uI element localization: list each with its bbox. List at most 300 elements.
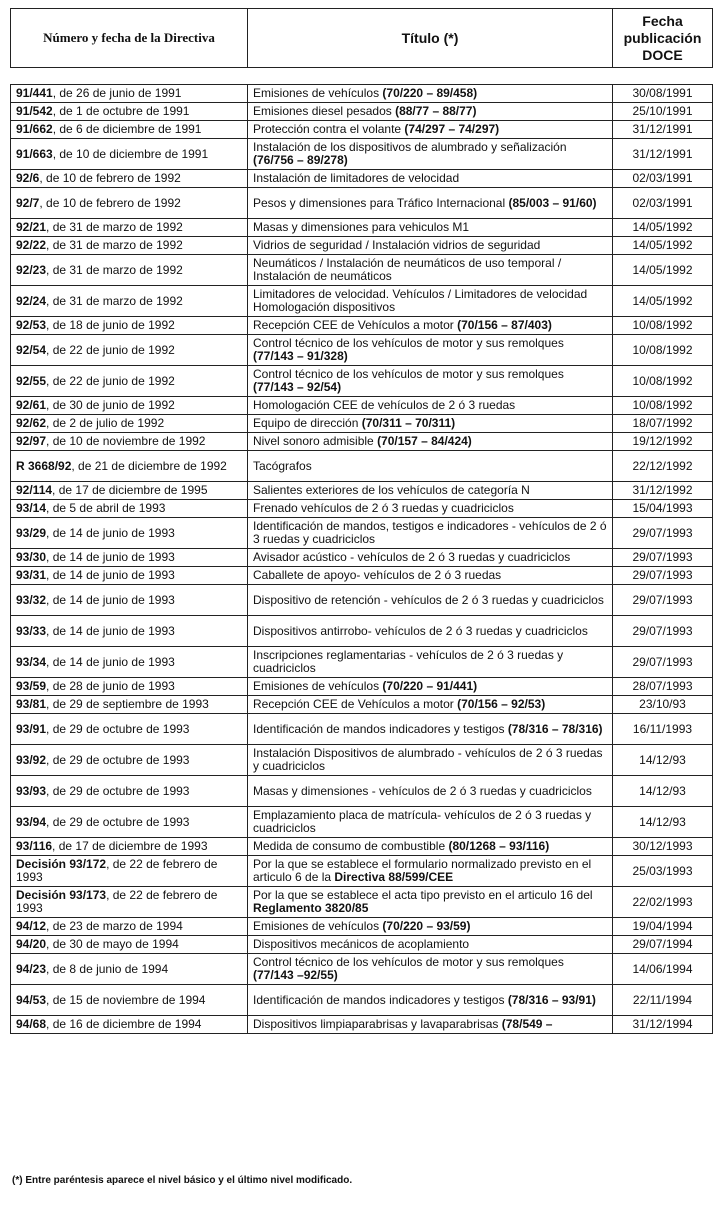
title-reference: (70/156 – 92/53) (457, 697, 546, 711)
table-row (11, 415, 713, 433)
title-reference: (77/143 –92/55) (253, 968, 338, 982)
title-text: Tacógrafos (253, 458, 312, 473)
directive-date: , de 10 de noviembre de 1992 (46, 434, 206, 448)
directive-cell (11, 714, 248, 745)
directive-cell (11, 678, 248, 696)
directive-number: 92/23 (16, 262, 47, 277)
title-reference: (85/003 – 91/60) (508, 195, 597, 210)
table-row (11, 397, 713, 415)
title-reference: Directiva 88/599/CEE (334, 870, 454, 884)
table-row (11, 121, 713, 139)
publication-date: 19/04/1994 (613, 918, 713, 936)
title-cell (248, 335, 613, 366)
publication-date: 29/07/1994 (613, 936, 713, 954)
title-text: Masas y dimensiones para vehiculos M1 (253, 220, 470, 234)
directive-cell (11, 433, 248, 451)
directive-number: 92/61 (16, 398, 47, 412)
directive-number: R 3668/92 (16, 458, 72, 473)
directive-cell (11, 856, 248, 887)
directive-number: 91/441 (16, 86, 53, 100)
table-row (11, 678, 713, 696)
directive-date: , de 6 de diciembre de 1991 (52, 122, 202, 136)
title-cell (248, 887, 613, 918)
directive-date: , de 14 de junio de 1993 (46, 550, 175, 564)
title-cell (248, 518, 613, 549)
title-text: Masas y dimensiones - vehículos de 2 ó 3 ruedas y cuadriciclos (253, 783, 592, 798)
directive-date: , de 29 de octubre de 1993 (46, 783, 190, 798)
table-row (11, 585, 713, 616)
publication-date: 16/11/1993 (613, 714, 713, 745)
table-row (11, 335, 713, 366)
directive-date: , de 31 de marzo de 1992 (46, 220, 183, 234)
table-row (11, 433, 713, 451)
title-reference: (76/756 – 89/278) (253, 153, 348, 167)
header-pub-line2: publicación (623, 29, 702, 46)
directive-number: 92/21 (16, 220, 47, 234)
directive-date: , de 14 de junio de 1993 (46, 568, 175, 582)
directive-cell (11, 954, 248, 985)
publication-date: 29/07/1993 (613, 647, 713, 678)
directive-cell (11, 776, 248, 807)
directive-number: 94/68 (16, 1017, 47, 1031)
title-reference: (78/549 – (501, 1017, 553, 1031)
table-row (11, 856, 713, 887)
directive-cell (11, 451, 248, 482)
title-text: Protección contra el volante (253, 122, 405, 136)
title-cell (248, 616, 613, 647)
table-row (11, 936, 713, 954)
directive-number: 92/97 (16, 434, 47, 448)
title-reference: Reglamento 3820/85 (253, 901, 369, 915)
directive-cell (11, 103, 248, 121)
directive-number: 93/94 (16, 814, 47, 829)
directive-date: , de 14 de junio de 1993 (46, 654, 175, 669)
title-text: Dispositivos antirrobo- vehículos de 2 ó 3 ruedas y cuadriciclos (253, 623, 588, 638)
title-cell (248, 317, 613, 335)
title-cell (248, 451, 613, 482)
directive-cell (11, 549, 248, 567)
directive-date: , de 2 de julio de 1992 (46, 416, 165, 430)
directive-cell (11, 237, 248, 255)
title-cell (248, 1016, 613, 1034)
directive-cell (11, 366, 248, 397)
directive-number: 93/81 (16, 697, 47, 711)
table-row (11, 696, 713, 714)
publication-date: 29/07/1993 (613, 585, 713, 616)
title-cell (248, 500, 613, 518)
directive-cell (11, 317, 248, 335)
title-cell (248, 286, 613, 317)
directive-number: 93/59 (16, 679, 47, 693)
publication-date: 14/05/1992 (613, 219, 713, 237)
title-reference: (78/316 – 78/316) (507, 721, 603, 736)
title-cell (248, 567, 613, 585)
publication-date: 29/07/1993 (613, 549, 713, 567)
table-row (11, 286, 713, 317)
table-row (11, 85, 713, 103)
directive-cell (11, 397, 248, 415)
title-text: Emisiones diesel pesados (253, 104, 396, 118)
directive-cell (11, 838, 248, 856)
directive-cell (11, 85, 248, 103)
publication-date: 18/07/1992 (613, 415, 713, 433)
table-row (11, 482, 713, 500)
publication-date: 02/03/1991 (613, 170, 713, 188)
title-text: Vidrios de seguridad / Instalación vidrios de seguridad (253, 238, 541, 252)
publication-date: 10/08/1992 (613, 317, 713, 335)
title-text: Caballete de apoyo- vehículos de 2 ó 3 ruedas (253, 568, 502, 582)
publication-date: 14/12/93 (613, 745, 713, 776)
directive-date: , de 5 de abril de 1993 (46, 501, 166, 515)
directive-date: , de 16 de diciembre de 1994 (46, 1017, 202, 1031)
directive-cell (11, 985, 248, 1016)
title-cell (248, 678, 613, 696)
table-row (11, 776, 713, 807)
publication-date: 22/12/1992 (613, 451, 713, 482)
table-row (11, 366, 713, 397)
directive-cell (11, 482, 248, 500)
table-row (11, 838, 713, 856)
footnote: (*) Entre paréntesis aparece el nivel básico y el último nivel modificado. (12, 1175, 353, 1186)
directive-date: , de 18 de junio de 1992 (46, 318, 175, 332)
directive-date: , de 22 de febrero de 1993 (16, 888, 218, 915)
table-row (11, 549, 713, 567)
directive-number: 91/663 (16, 146, 53, 161)
title-reference: (70/220 – 93/59) (382, 919, 471, 933)
table-row (11, 518, 713, 549)
publication-date: 10/08/1992 (613, 397, 713, 415)
title-cell (248, 807, 613, 838)
title-cell (248, 918, 613, 936)
directive-date: , de 22 de junio de 1992 (46, 373, 175, 388)
directive-cell (11, 286, 248, 317)
directive-cell (11, 188, 248, 219)
title-text: Por la que se establece el acta tipo previsto en el articulo 16 del (253, 888, 593, 902)
directive-date: , de 21 de diciembre de 1992 (71, 458, 227, 473)
title-text: Control técnico de los vehículos de motor y sus remolques (253, 336, 564, 350)
directive-date: , de 30 de mayo de 1994 (46, 937, 179, 951)
publication-date: 29/07/1993 (613, 616, 713, 647)
directive-number: 93/33 (16, 623, 47, 638)
directive-cell (11, 647, 248, 678)
directive-date: , de 28 de junio de 1993 (46, 679, 175, 693)
directive-number: 92/24 (16, 293, 47, 308)
directive-number: 92/62 (16, 416, 47, 430)
table-row (11, 647, 713, 678)
directive-cell (11, 745, 248, 776)
title-text: Pesos y dimensiones para Tráfico Internacional (253, 195, 509, 210)
directive-number: 93/91 (16, 721, 47, 736)
publication-date: 14/12/93 (613, 807, 713, 838)
title-reference: (70/220 – 89/458) (382, 86, 478, 100)
directive-date: , de 29 de septiembre de 1993 (46, 697, 209, 711)
directive-date: , de 31 de marzo de 1992 (46, 293, 183, 308)
publication-date: 31/12/1991 (613, 121, 713, 139)
publication-date: 25/03/1993 (613, 856, 713, 887)
title-text: Neumáticos / Instalación de neumáticos de uso temporal / Instalación de neumáticos (253, 256, 562, 283)
directive-date: , de 22 de junio de 1992 (46, 342, 175, 357)
directive-cell (11, 335, 248, 366)
title-cell (248, 103, 613, 121)
directive-date: , de 23 de marzo de 1994 (46, 919, 183, 933)
table-row (11, 255, 713, 286)
publication-date: 31/12/1994 (613, 1016, 713, 1034)
directive-number: 92/54 (16, 342, 47, 357)
table-row (11, 616, 713, 647)
directive-cell (11, 500, 248, 518)
title-cell (248, 415, 613, 433)
title-cell (248, 856, 613, 887)
directive-number: 94/20 (16, 937, 47, 951)
title-reference: (77/143 – 91/328) (253, 349, 348, 363)
title-text: Inscripciones reglamentarias - vehículos de 2 ó 3 ruedas y cuadriciclos (253, 648, 564, 675)
title-cell (248, 85, 613, 103)
directive-date: , de 29 de octubre de 1993 (46, 721, 190, 736)
publication-date: 14/05/1992 (613, 255, 713, 286)
header-directive: Número y fecha de la Directiva (11, 9, 248, 68)
publication-date: 30/12/1993 (613, 838, 713, 856)
title-text: Avisador acústico - vehículos de 2 ó 3 ruedas y cuadriciclos (253, 550, 571, 564)
directive-cell (11, 887, 248, 918)
directive-number: 94/12 (16, 919, 47, 933)
publication-date: 14/05/1992 (613, 286, 713, 317)
table-row (11, 188, 713, 219)
directive-date: , de 15 de noviembre de 1994 (46, 992, 206, 1007)
publication-date: 22/11/1994 (613, 985, 713, 1016)
table-row (11, 745, 713, 776)
table-row (11, 567, 713, 585)
title-text: Instalación de limitadores de velocidad (253, 171, 460, 185)
table-row (11, 1016, 713, 1034)
directive-number: 93/32 (16, 592, 47, 607)
title-text: Equipo de dirección (253, 416, 362, 430)
publication-date: 28/07/1993 (613, 678, 713, 696)
title-text: Salientes exteriores de los vehículos de categoría N (253, 483, 530, 497)
title-text: Emplazamiento placa de matrícula- vehículos de 2 ó 3 ruedas y cuadriciclos (253, 808, 592, 835)
header-gap (11, 68, 713, 85)
title-text: Emisiones de vehículos (253, 86, 383, 100)
title-text: Identificación de mandos, testigos e indicadores - vehículos de 2 ó 3 ruedas y cuadriciclos (253, 519, 607, 546)
directive-number: Decisión 93/173 (16, 888, 107, 902)
directive-number: 94/53 (16, 992, 47, 1007)
directive-cell (11, 585, 248, 616)
directive-cell (11, 696, 248, 714)
table-row (11, 103, 713, 121)
directive-date: , de 29 de octubre de 1993 (46, 752, 190, 767)
title-cell (248, 139, 613, 170)
title-reference: (74/297 – 74/297) (404, 122, 500, 136)
title-cell (248, 696, 613, 714)
publication-date: 14/05/1992 (613, 237, 713, 255)
directive-date: , de 22 de febrero de 1993 (16, 857, 218, 884)
title-text: Recepción CEE de Vehículos a motor (253, 318, 458, 332)
title-text: Instalación Dispositivos de alumbrado - vehículos de 2 ó 3 ruedas y cuadriciclos (253, 746, 603, 773)
title-cell (248, 714, 613, 745)
publication-date: 31/12/1991 (613, 139, 713, 170)
publication-date: 14/06/1994 (613, 954, 713, 985)
title-cell (248, 237, 613, 255)
header-publication-date (613, 9, 713, 68)
title-cell (248, 745, 613, 776)
title-cell (248, 482, 613, 500)
title-reference: (70/220 – 91/441) (382, 679, 478, 693)
publication-date: 22/02/1993 (613, 887, 713, 918)
directive-cell (11, 518, 248, 549)
directive-date: , de 17 de diciembre de 1993 (52, 839, 208, 853)
directive-number: 93/116 (16, 839, 53, 853)
directive-number: 93/31 (16, 568, 47, 582)
header-pub-line1: Fecha (642, 12, 683, 29)
title-text: Recepción CEE de Vehículos a motor (253, 697, 458, 711)
table-row (11, 237, 713, 255)
title-reference: (70/157 – 84/424) (377, 434, 472, 448)
directive-number: 93/93 (16, 783, 47, 798)
header-title: Título (*) (248, 9, 613, 68)
directive-date: , de 10 de diciembre de 1991 (52, 146, 209, 161)
directives-page (10, 8, 712, 1034)
directive-cell (11, 255, 248, 286)
title-cell (248, 985, 613, 1016)
title-reference: (70/311 – 70/311) (361, 416, 456, 430)
title-reference: (78/316 – 93/91) (507, 992, 596, 1007)
directive-date: , de 10 de febrero de 1992 (39, 171, 181, 185)
directive-number: 93/14 (16, 501, 47, 515)
directive-cell (11, 918, 248, 936)
directive-number: 91/662 (16, 122, 53, 136)
title-cell (248, 549, 613, 567)
directive-number: 92/7 (16, 195, 40, 210)
directive-cell (11, 807, 248, 838)
header-pub-line3: DOCE (642, 46, 683, 63)
directive-date: , de 14 de junio de 1993 (46, 623, 175, 638)
directive-date: , de 14 de junio de 1993 (46, 525, 175, 540)
table-row (11, 807, 713, 838)
directive-date: , de 1 de octubre de 1991 (52, 104, 190, 118)
table-row (11, 954, 713, 985)
directive-number: 92/6 (16, 171, 40, 185)
directive-cell (11, 219, 248, 237)
title-cell (248, 188, 613, 219)
table-row (11, 714, 713, 745)
directive-number: 93/92 (16, 752, 47, 767)
publication-date: 30/08/1991 (613, 85, 713, 103)
publication-date: 02/03/1991 (613, 188, 713, 219)
directive-number: 94/23 (16, 961, 47, 976)
title-text: Emisiones de vehículos (253, 679, 383, 693)
directive-date: , de 8 de junio de 1994 (46, 961, 169, 976)
title-text: Identificación de mandos indicadores y testigos (253, 721, 508, 736)
title-text: Instalación de los dispositivos de alumbrado y señalización (253, 140, 567, 154)
title-cell (248, 647, 613, 678)
directive-number: 93/29 (16, 525, 47, 540)
directives-table (10, 8, 713, 1034)
publication-date: 14/12/93 (613, 776, 713, 807)
title-text: Dispositivo de retención - vehículos de 2 ó 3 ruedas y cuadriciclos (253, 592, 604, 607)
title-cell (248, 433, 613, 451)
directive-date: , de 17 de diciembre de 1995 (52, 483, 208, 497)
title-text: Identificación de mandos indicadores y testigos (253, 992, 508, 1007)
directive-date: , de 29 de octubre de 1993 (46, 814, 190, 829)
title-cell (248, 954, 613, 985)
directive-cell (11, 567, 248, 585)
publication-date: 29/07/1993 (613, 567, 713, 585)
directive-cell (11, 415, 248, 433)
directive-cell (11, 170, 248, 188)
publication-date: 31/12/1992 (613, 482, 713, 500)
table-header-row (11, 9, 713, 68)
title-text: Frenado vehículos de 2 ó 3 ruedas y cuadriciclos (253, 501, 514, 515)
title-text: Control técnico de los vehículos de motor y sus remolques (253, 955, 564, 969)
title-cell (248, 170, 613, 188)
title-reference: (88/77 – 88/77) (395, 104, 477, 118)
directive-date: , de 10 de febrero de 1992 (39, 195, 181, 210)
title-cell (248, 121, 613, 139)
directive-number: 92/22 (16, 238, 47, 252)
title-cell (248, 936, 613, 954)
directive-date: , de 14 de junio de 1993 (46, 592, 175, 607)
table-body (11, 85, 713, 1034)
directive-cell (11, 1016, 248, 1034)
directive-cell (11, 139, 248, 170)
directive-date: , de 26 de junio de 1991 (52, 86, 182, 100)
title-reference: (77/143 – 92/54) (253, 380, 342, 394)
directive-cell (11, 121, 248, 139)
table-row (11, 918, 713, 936)
title-cell (248, 255, 613, 286)
title-reference: (80/1268 – 93/116) (448, 839, 550, 853)
publication-date: 15/04/1993 (613, 500, 713, 518)
title-text: Homologación CEE de vehículos de 2 ó 3 ruedas (253, 398, 516, 412)
directive-number: 91/542 (16, 104, 53, 118)
title-cell (248, 838, 613, 856)
title-cell (248, 219, 613, 237)
title-text: Medida de consumo de combustible (253, 839, 449, 853)
directive-number: 92/114 (16, 483, 53, 497)
title-text: Control técnico de los vehículos de motor y sus remolques (253, 367, 564, 381)
title-cell (248, 366, 613, 397)
directive-cell (11, 936, 248, 954)
publication-date: 25/10/1991 (613, 103, 713, 121)
directive-number: 92/53 (16, 318, 47, 332)
publication-date: 10/08/1992 (613, 335, 713, 366)
publication-date: 19/12/1992 (613, 433, 713, 451)
table-row (11, 985, 713, 1016)
table-row (11, 500, 713, 518)
publication-date: 23/10/93 (613, 696, 713, 714)
title-reference: (70/156 – 87/403) (457, 318, 552, 332)
title-cell (248, 397, 613, 415)
title-text: Dispositivos limpiaparabrisas y lavaparabrisas (253, 1017, 502, 1031)
table-row (11, 170, 713, 188)
directive-number: 93/30 (16, 550, 47, 564)
title-text: Limitadores de velocidad. Vehículos / Limitadores de velocidad Homologación dispositivos (253, 287, 588, 314)
publication-date: 29/07/1993 (613, 518, 713, 549)
title-text: Por la que se establece el formulario normalizado previsto en el articulo 6 de la (253, 857, 592, 884)
directive-number: 92/55 (16, 373, 47, 388)
directive-date: , de 31 de marzo de 1992 (46, 262, 183, 277)
directive-number: 93/34 (16, 654, 47, 669)
table-row (11, 139, 713, 170)
table-row (11, 219, 713, 237)
table-row (11, 451, 713, 482)
publication-date: 10/08/1992 (613, 366, 713, 397)
title-cell (248, 776, 613, 807)
table-row (11, 317, 713, 335)
table-row (11, 887, 713, 918)
title-text: Nivel sonoro admisible (253, 434, 378, 448)
directive-cell (11, 616, 248, 647)
title-cell (248, 585, 613, 616)
